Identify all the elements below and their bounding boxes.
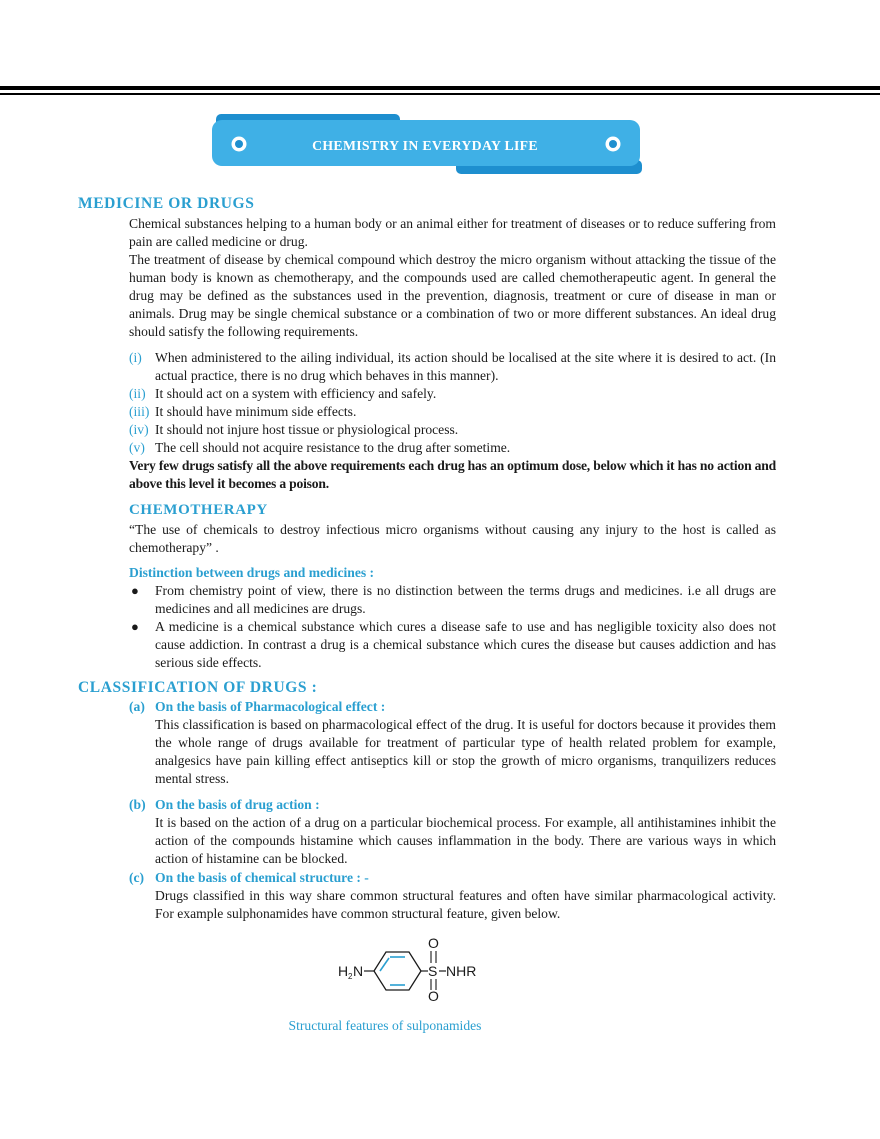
svg-text:H: H bbox=[338, 963, 349, 979]
requirement-number: (iv) bbox=[129, 422, 149, 437]
distinction-text: A medicine is a chemical substance which cures a disease safe to use and has negligible toxicity also does not cause addiction. In contrast a drug is a chemical substance which cures the disease but causes addiction and has serious side effects. bbox=[155, 619, 776, 670]
medicine-body: The treatment of disease by chemical compound which destroy the micro organism without attacking the tissue of the human body is known as chemotherapy, and the compounds used are called chemotherapeutic agent. In general the drug may be defined as the substances used in the prevention, diagnosis, treatment or cure of disease in man or animals. Drug may be single chemical substance or a combination of two or more different substances. An ideal drug should satisfy the following requirements. bbox=[129, 252, 776, 339]
structure-caption: Structural features of sulponamides bbox=[288, 1018, 482, 1033]
chapter-banner bbox=[210, 114, 644, 176]
sulphonamide-structure bbox=[336, 934, 496, 1006]
top-rule-thick bbox=[0, 86, 880, 90]
dose-note: Very few drugs satisfy all the above requirements each drug has an optimum dose, below which it has no action and above this level it becomes a poison. bbox=[129, 458, 776, 491]
top-rule-thin bbox=[0, 93, 880, 95]
svg-text:2: 2 bbox=[348, 972, 353, 981]
distinction-text: From chemistry point of view, there is no distinction between the terms drugs and medicines. i.e all drugs are medicines and all medicines are drugs. bbox=[155, 583, 776, 616]
svg-text:N: N bbox=[353, 963, 364, 979]
classification-label: (b) bbox=[129, 797, 146, 812]
classification-title: On the basis of chemical structure : - bbox=[155, 870, 369, 885]
requirement-number: (v) bbox=[129, 440, 145, 455]
chapter-title: CHEMISTRY IN EVERYDAY LIFE bbox=[312, 138, 538, 153]
medicine-intro: Chemical substances helping to a human body or an animal either for treatment of diseases or to reduce suffering from pain are called medicine or drug. bbox=[129, 216, 776, 249]
requirement-text: It should have minimum side effects. bbox=[155, 404, 357, 419]
requirement-text: It should not injure host tissue or physiological process. bbox=[155, 422, 459, 437]
requirement-text: The cell should not acquire resistance to the drug after sometime. bbox=[155, 440, 511, 455]
requirement-text: It should act on a system with efficiency and safely. bbox=[155, 386, 437, 401]
requirement-number: (i) bbox=[129, 350, 142, 365]
classification-text: It is based on the action of a drug on a particular biochemical process. For example, all antihistamines inhibit the action of the compounds histamine which causes inflammation in the body. There are various ways in which action of histamine can be blocked. bbox=[155, 815, 776, 866]
classification-heading: CLASSIFICATION OF DRUGS : bbox=[78, 679, 318, 696]
classification-text: Drugs classified in this way share common structural features and often have similar pharmacological activity. For example sulphonamides have common structural feature, given below. bbox=[155, 888, 776, 921]
bullet-dot-icon: ● bbox=[131, 619, 139, 634]
classification-text: This classification is based on pharmacological effect of the drug. It is useful for doctors because it provides them the whole range of drugs available for treatment of particular type of health related problem for example, analgesics have pain killing effect antiseptics kill or stop the growth of micro organisms, tranquilizers reduces mental stress. bbox=[155, 717, 776, 786]
chemotherapy-heading: CHEMOTHERAPY bbox=[129, 502, 268, 518]
distinction-heading: Distinction between drugs and medicines : bbox=[129, 565, 375, 580]
classification-label: (c) bbox=[129, 870, 145, 885]
classification-title: On the basis of drug action : bbox=[155, 797, 320, 812]
svg-text:S: S bbox=[428, 963, 438, 979]
medicine-heading: MEDICINE OR DRUGS bbox=[78, 195, 255, 212]
requirement-number: (iii) bbox=[129, 404, 150, 419]
requirement-number: (ii) bbox=[129, 386, 146, 401]
classification-label: (a) bbox=[129, 699, 145, 714]
svg-text:NHR: NHR bbox=[446, 963, 477, 979]
bullet-dot-icon: ● bbox=[131, 583, 139, 598]
svg-text:O: O bbox=[428, 988, 439, 1004]
svg-text:O: O bbox=[428, 935, 439, 951]
requirement-text: When administered to the ailing individual, its action should be localised at the site where it is desired to act. (In actual practice, there is no drug which behaves in this manner). bbox=[155, 350, 776, 383]
classification-title: On the basis of Pharmacological effect : bbox=[155, 699, 386, 714]
chemotherapy-definition: “The use of chemicals to destroy infectious micro organisms without causing any injury to the host is called as chemotherapy” . bbox=[129, 522, 776, 555]
